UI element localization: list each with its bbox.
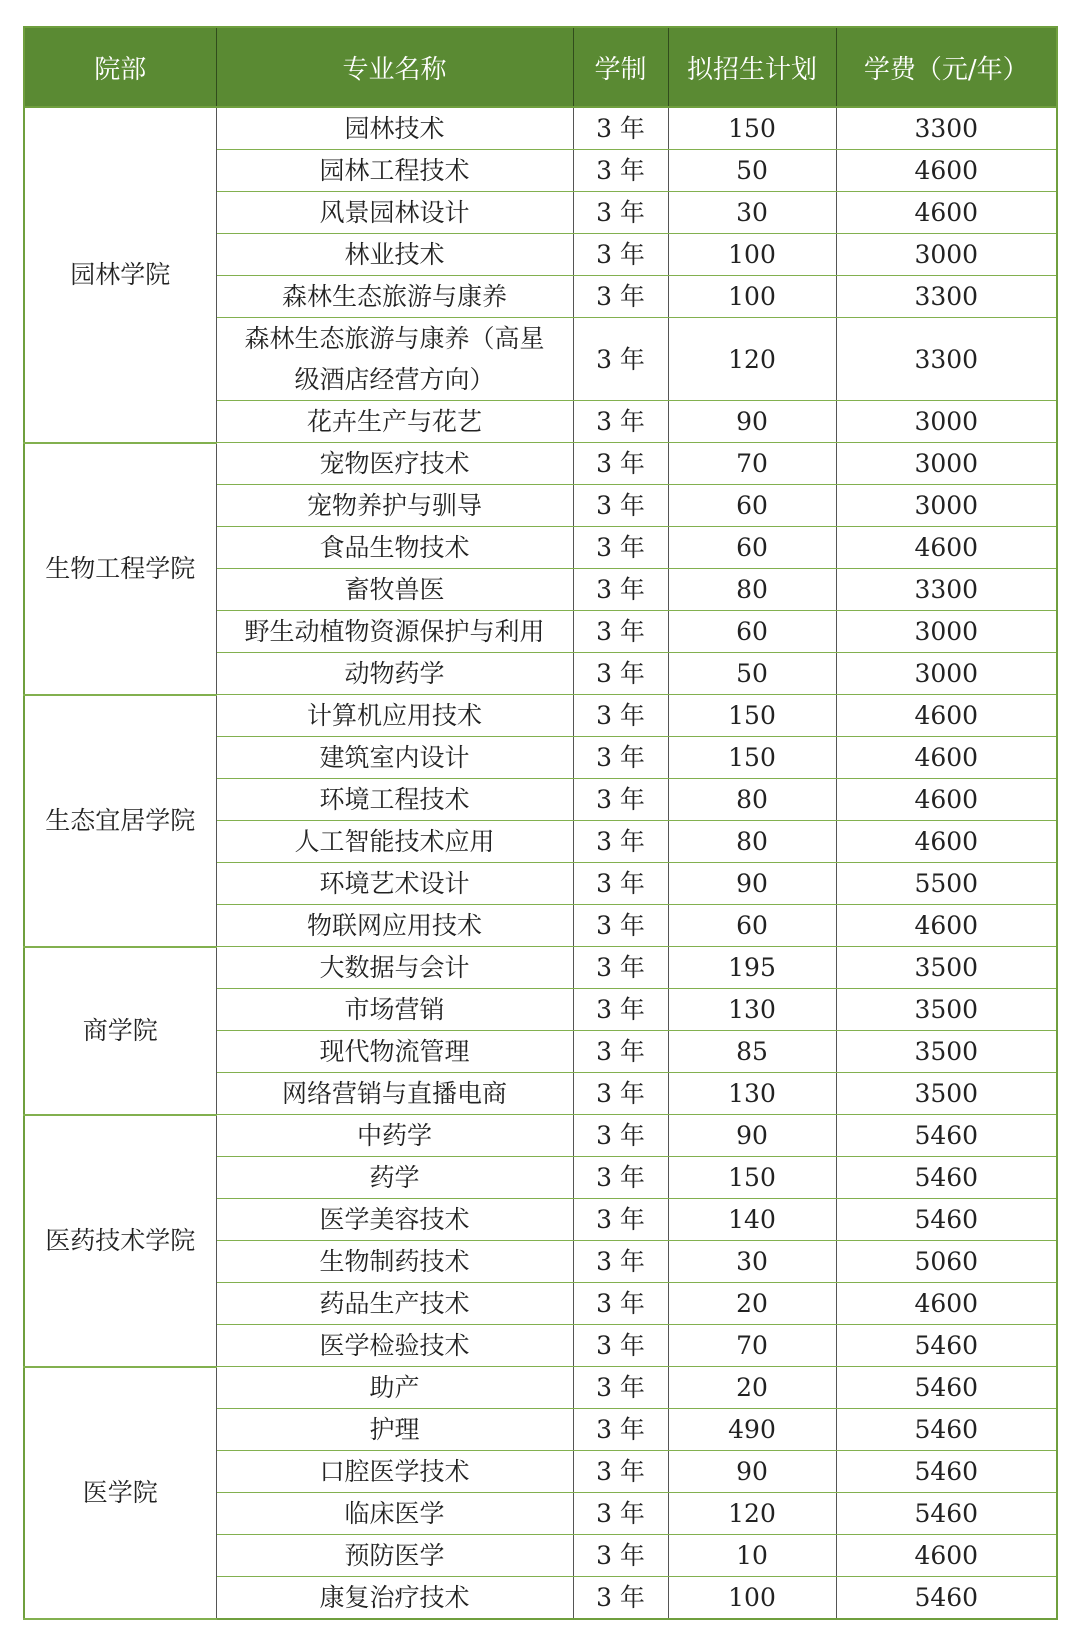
- enrollment-plan-cell: 150: [668, 737, 836, 779]
- duration-cell: 3 年: [573, 653, 668, 695]
- duration-cell: 3 年: [573, 1451, 668, 1493]
- table-body: [24, 107, 1057, 1619]
- duration-cell: 3 年: [573, 192, 668, 234]
- duration-cell: 3 年: [573, 318, 668, 401]
- major-name-cell: 医学检验技术: [216, 1325, 573, 1367]
- major-name-cell: 动物药学: [216, 653, 573, 695]
- duration-cell: 3 年: [573, 485, 668, 527]
- tuition-fee-cell: 5460: [836, 1493, 1057, 1535]
- duration-cell: 3 年: [573, 1493, 668, 1535]
- duration-cell: 3 年: [573, 1073, 668, 1115]
- department-cell: 园林学院: [24, 107, 216, 443]
- major-name-cell: 物联网应用技术: [216, 905, 573, 947]
- duration-cell: 3 年: [573, 611, 668, 653]
- department-cell: 医学院: [24, 1367, 216, 1620]
- table-row: [24, 1367, 1057, 1409]
- duration-cell: 3 年: [573, 276, 668, 318]
- enrollment-plan-cell: 150: [668, 1157, 836, 1199]
- header-major-name: 专业名称: [216, 27, 573, 107]
- major-name-cell: 中药学: [216, 1115, 573, 1157]
- table-row: [24, 947, 1057, 989]
- tuition-fee-cell: 4600: [836, 150, 1057, 192]
- tuition-fee-cell: 4600: [836, 1535, 1057, 1577]
- enrollment-plan-cell: 80: [668, 821, 836, 863]
- duration-cell: 3 年: [573, 569, 668, 611]
- tuition-fee-cell: 3500: [836, 947, 1057, 989]
- major-name-cell: 风景园林设计: [216, 192, 573, 234]
- enrollment-plan-cell: 150: [668, 107, 836, 150]
- major-name-cell: 野生动植物资源保护与利用: [216, 611, 573, 653]
- enrollment-plan-cell: 50: [668, 653, 836, 695]
- duration-cell: 3 年: [573, 821, 668, 863]
- duration-cell: 3 年: [573, 737, 668, 779]
- tuition-fee-cell: 4600: [836, 527, 1057, 569]
- tuition-fee-cell: 3500: [836, 1031, 1057, 1073]
- major-name-cell: 建筑室内设计: [216, 737, 573, 779]
- enrollment-plan-cell: 20: [668, 1283, 836, 1325]
- major-name-cell: 药学: [216, 1157, 573, 1199]
- duration-cell: 3 年: [573, 107, 668, 150]
- tuition-fee-cell: 5460: [836, 1577, 1057, 1620]
- header-enrollment-plan: 拟招生计划: [668, 27, 836, 107]
- tuition-fee-cell: 3000: [836, 234, 1057, 276]
- enrollment-plan-cell: 140: [668, 1199, 836, 1241]
- major-name-cell: 现代物流管理: [216, 1031, 573, 1073]
- major-name-cell: 预防医学: [216, 1535, 573, 1577]
- enrollment-plan-cell: 130: [668, 1073, 836, 1115]
- duration-cell: 3 年: [573, 150, 668, 192]
- tuition-fee-cell: 3000: [836, 401, 1057, 443]
- major-name-cell: 生物制药技术: [216, 1241, 573, 1283]
- tuition-fee-cell: 3000: [836, 443, 1057, 485]
- enrollment-plan-cell: 10: [668, 1535, 836, 1577]
- header-row: [24, 27, 1057, 107]
- duration-cell: 3 年: [573, 1115, 668, 1157]
- enrollment-plan-cell: 70: [668, 1325, 836, 1367]
- header-tuition-fee: 学费（元/年）: [836, 27, 1057, 107]
- tuition-fee-cell: 5460: [836, 1157, 1057, 1199]
- tuition-fee-cell: 3300: [836, 318, 1057, 401]
- enrollment-plan-cell: 60: [668, 905, 836, 947]
- enrollment-plan-cell: 50: [668, 150, 836, 192]
- enrollment-plan-cell: 80: [668, 779, 836, 821]
- tuition-fee-cell: 3000: [836, 611, 1057, 653]
- enrollment-plan-cell: 60: [668, 485, 836, 527]
- tuition-fee-cell: 4600: [836, 905, 1057, 947]
- tuition-fee-cell: 3000: [836, 653, 1057, 695]
- table-row: [24, 695, 1057, 737]
- enrollment-plan-cell: 90: [668, 401, 836, 443]
- enrollment-plan-cell: 85: [668, 1031, 836, 1073]
- major-name-cell: 森林生态旅游与康养（高星级酒店经营方向）: [216, 318, 573, 401]
- major-name-cell: 食品生物技术: [216, 527, 573, 569]
- department-cell: 医药技术学院: [24, 1115, 216, 1367]
- tuition-fee-cell: 3300: [836, 569, 1057, 611]
- tuition-fee-cell: 5460: [836, 1199, 1057, 1241]
- table-row: [24, 1115, 1057, 1157]
- tuition-fee-cell: 5060: [836, 1241, 1057, 1283]
- major-name-cell: 畜牧兽医: [216, 569, 573, 611]
- enrollment-plan-cell: 80: [668, 569, 836, 611]
- duration-cell: 3 年: [573, 1577, 668, 1620]
- enrollment-plan-cell: 100: [668, 234, 836, 276]
- major-name-cell: 网络营销与直播电商: [216, 1073, 573, 1115]
- table-row: [24, 107, 1057, 150]
- duration-cell: 3 年: [573, 863, 668, 905]
- tuition-fee-cell: 4600: [836, 192, 1057, 234]
- enrollment-plan-cell: 90: [668, 1115, 836, 1157]
- major-name-cell: 康复治疗技术: [216, 1577, 573, 1620]
- major-name-cell: 计算机应用技术: [216, 695, 573, 737]
- enrollment-plan-cell: 90: [668, 1451, 836, 1493]
- enrollment-plan-cell: 195: [668, 947, 836, 989]
- enrollment-plan-cell: 120: [668, 1493, 836, 1535]
- department-cell: 生态宜居学院: [24, 695, 216, 947]
- duration-cell: 3 年: [573, 1241, 668, 1283]
- major-name-cell: 临床医学: [216, 1493, 573, 1535]
- major-name-cell: 环境艺术设计: [216, 863, 573, 905]
- tuition-fee-cell: 3000: [836, 485, 1057, 527]
- table-row: [24, 443, 1057, 485]
- duration-cell: 3 年: [573, 1283, 668, 1325]
- enrollment-plan-cell: 150: [668, 695, 836, 737]
- department-cell: 生物工程学院: [24, 443, 216, 695]
- enrollment-plan-cell: 130: [668, 989, 836, 1031]
- duration-cell: 3 年: [573, 527, 668, 569]
- major-name-cell: 园林工程技术: [216, 150, 573, 192]
- tuition-fee-cell: 3500: [836, 1073, 1057, 1115]
- duration-cell: 3 年: [573, 234, 668, 276]
- enrollment-plan-cell: 70: [668, 443, 836, 485]
- tuition-fee-cell: 5460: [836, 1115, 1057, 1157]
- major-name-cell: 花卉生产与花艺: [216, 401, 573, 443]
- duration-cell: 3 年: [573, 443, 668, 485]
- tuition-fee-cell: 4600: [836, 779, 1057, 821]
- duration-cell: 3 年: [573, 779, 668, 821]
- duration-cell: 3 年: [573, 1157, 668, 1199]
- enrollment-table-container: [23, 26, 1056, 1620]
- major-name-cell: 林业技术: [216, 234, 573, 276]
- tuition-fee-cell: 5460: [836, 1451, 1057, 1493]
- tuition-fee-cell: 3300: [836, 107, 1057, 150]
- duration-cell: 3 年: [573, 1031, 668, 1073]
- enrollment-plan-cell: 30: [668, 1241, 836, 1283]
- major-name-cell: 护理: [216, 1409, 573, 1451]
- tuition-fee-cell: 4600: [836, 821, 1057, 863]
- major-name-cell: 口腔医学技术: [216, 1451, 573, 1493]
- major-name-cell: 助产: [216, 1367, 573, 1409]
- duration-cell: 3 年: [573, 947, 668, 989]
- tuition-fee-cell: 5460: [836, 1367, 1057, 1409]
- duration-cell: 3 年: [573, 1199, 668, 1241]
- duration-cell: 3 年: [573, 695, 668, 737]
- enrollment-plan-cell: 100: [668, 276, 836, 318]
- header-duration: 学制: [573, 27, 668, 107]
- header-department: 院部: [24, 27, 216, 107]
- duration-cell: 3 年: [573, 1325, 668, 1367]
- tuition-fee-cell: 5460: [836, 1325, 1057, 1367]
- tuition-fee-cell: 5460: [836, 1409, 1057, 1451]
- major-name-cell: 宠物医疗技术: [216, 443, 573, 485]
- duration-cell: 3 年: [573, 905, 668, 947]
- enrollment-plan-cell: 120: [668, 318, 836, 401]
- major-name-cell: 大数据与会计: [216, 947, 573, 989]
- enrollment-plan-cell: 60: [668, 527, 836, 569]
- enrollment-plan-cell: 100: [668, 1577, 836, 1620]
- major-name-cell: 宠物养护与驯导: [216, 485, 573, 527]
- tuition-fee-cell: 4600: [836, 1283, 1057, 1325]
- enrollment-plan-cell: 60: [668, 611, 836, 653]
- duration-cell: 3 年: [573, 1409, 668, 1451]
- table-header: [24, 27, 1057, 107]
- major-name-cell: 人工智能技术应用: [216, 821, 573, 863]
- major-name-cell: 市场营销: [216, 989, 573, 1031]
- major-name-cell: 药品生产技术: [216, 1283, 573, 1325]
- tuition-fee-cell: 3300: [836, 276, 1057, 318]
- enrollment-plan-cell: 490: [668, 1409, 836, 1451]
- enrollment-table: [23, 26, 1058, 1620]
- tuition-fee-cell: 3500: [836, 989, 1057, 1031]
- tuition-fee-cell: 4600: [836, 737, 1057, 779]
- major-name-cell: 环境工程技术: [216, 779, 573, 821]
- enrollment-plan-cell: 20: [668, 1367, 836, 1409]
- duration-cell: 3 年: [573, 1367, 668, 1409]
- enrollment-plan-cell: 30: [668, 192, 836, 234]
- major-name-cell: 医学美容技术: [216, 1199, 573, 1241]
- major-name-cell: 森林生态旅游与康养: [216, 276, 573, 318]
- duration-cell: 3 年: [573, 1535, 668, 1577]
- duration-cell: 3 年: [573, 401, 668, 443]
- major-name-cell: 园林技术: [216, 107, 573, 150]
- enrollment-plan-cell: 90: [668, 863, 836, 905]
- tuition-fee-cell: 4600: [836, 695, 1057, 737]
- department-cell: 商学院: [24, 947, 216, 1115]
- tuition-fee-cell: 5500: [836, 863, 1057, 905]
- duration-cell: 3 年: [573, 989, 668, 1031]
